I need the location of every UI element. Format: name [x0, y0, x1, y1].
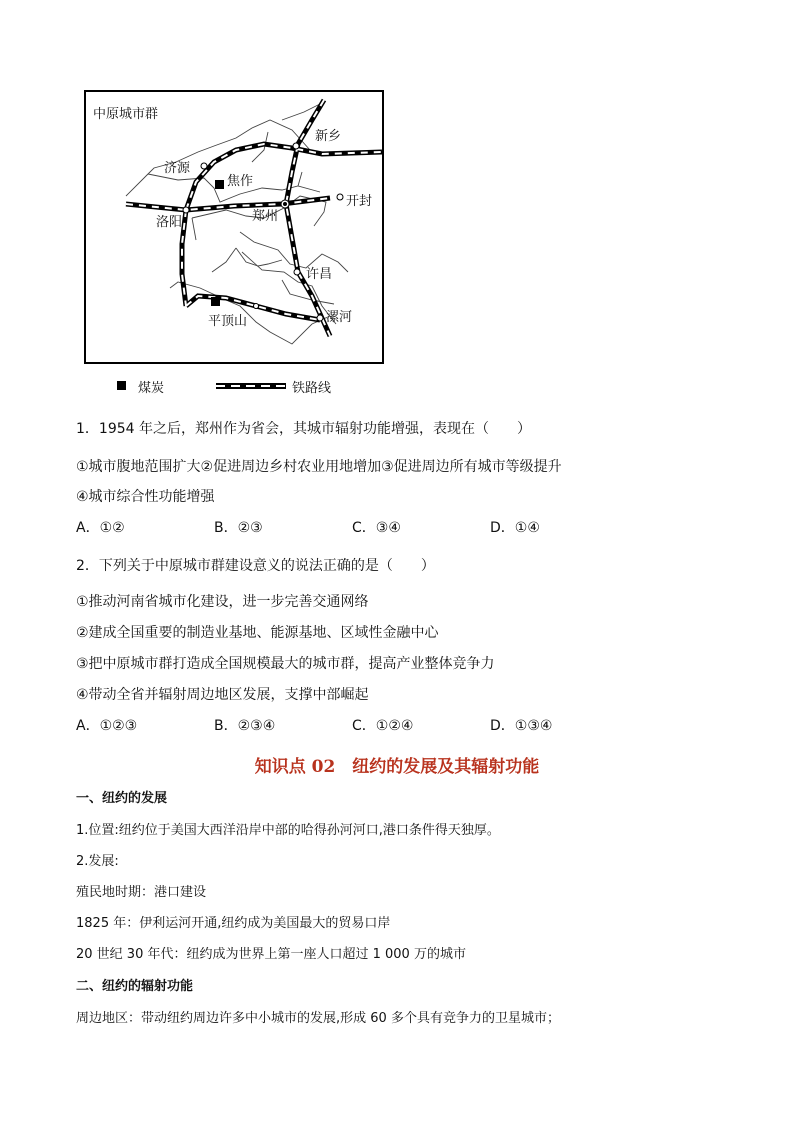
legend-coal-label: 煤炭: [138, 381, 165, 396]
city-label-pingdingshan: 平顶山: [208, 314, 248, 329]
section-paragraph-1: 1.位置:纽约位于美国大西洋沿岸中部的哈得孙河河口,港口条件得天独厚。: [76, 823, 500, 838]
q1-option-d[interactable]: D．①④: [490, 520, 540, 536]
question-2-statement-1: ①推动河南省城市化建设，进一步完善交通网络: [76, 594, 369, 610]
question-1-statements-2: ④城市综合性功能增强: [76, 489, 215, 505]
city-marker-pingdingshan-junction: [254, 304, 259, 309]
section-heading-2: 二、纽约的辐射功能: [76, 979, 194, 994]
city-label-xinxiang: 新乡: [315, 129, 342, 144]
city-marker-zhengzhou-inner: [284, 203, 287, 206]
question-2-statement-4: ④带动全省并辐射周边地区发展，支撑中部崛起: [76, 687, 369, 703]
legend-railway-label: 铁路线: [292, 381, 332, 396]
section-paragraph-5: 20 世纪 30 年代：纽约成为世界上第一座人口超过 1 000 万的城市: [76, 947, 466, 962]
boundary-line: [236, 248, 282, 266]
city-label-luoyang: 洛阳: [156, 215, 183, 230]
q2-option-b[interactable]: B．②③④: [214, 718, 276, 734]
question-2-statement-2: ②建成全国重要的制造业基地、能源基地、区域性金融中心: [76, 625, 439, 641]
coal-marker-jiaozuo: [215, 180, 224, 189]
section-paragraph-6: 周边地区：带动纽约周边许多中小城市的发展,形成 60 多个具有竞争力的卫星城市；: [76, 1011, 560, 1026]
city-marker-luohe: [317, 315, 323, 321]
coal-marker-pingdingshan: [211, 297, 220, 306]
city-marker-luoyang: [183, 207, 189, 213]
section-paragraph-3: 殖民地时期：港口建设: [76, 885, 207, 900]
section-paragraph-2: 2.发展:: [76, 854, 119, 869]
question-2-options: [76, 717, 636, 735]
section-title: 知识点 02 纽约的发展及其辐射功能: [254, 757, 540, 777]
section-heading-1: 一、纽约的发展: [76, 791, 168, 806]
coal-markers: [211, 180, 224, 306]
q1-option-b[interactable]: B．②③: [214, 520, 263, 536]
legend-coal-swatch: [117, 381, 126, 390]
question-1-statements-1: ①城市腹地范围扩大②促进周边乡村农业用地增加③促进周边所有城市等级提升: [76, 459, 562, 475]
city-label-jiaozuo: 焦作: [227, 174, 254, 189]
q1-option-c[interactable]: C．③④: [352, 520, 401, 536]
legend-railway-swatch: [216, 382, 286, 390]
q2-option-d[interactable]: D．①③④: [490, 718, 553, 734]
boundary-line: [298, 172, 302, 186]
section-paragraph-4: 1825 年：伊利运河开通,纽约成为美国最大的贸易口岸: [76, 916, 391, 931]
map-figure: [84, 90, 384, 364]
q1-option-a[interactable]: A．①②: [76, 520, 125, 536]
city-marker-jiyuan: [201, 163, 207, 169]
question-2-statement-3: ③把中原城市群打造成全国规模最大的城市群，提高产业整体竞争力: [76, 656, 495, 672]
city-label-zhengzhou: 郑州: [252, 209, 279, 224]
boundary-line: [170, 282, 330, 344]
city-marker-xinxiang: [293, 143, 299, 149]
question-1-stem: 1．1954 年之后，郑州作为省会，其城市辐射功能增强，表现在（ ）: [76, 421, 531, 437]
city-label-kaifeng: 开封: [346, 194, 373, 209]
city-marker-kaifeng: [337, 194, 343, 200]
q2-option-c[interactable]: C．①②④: [352, 718, 414, 734]
boundary-line: [192, 218, 196, 240]
city-marker-xuchang: [294, 269, 300, 275]
map-title: 中原城市群: [93, 107, 159, 122]
city-label-luohe: 漯河: [326, 310, 353, 325]
city-label-xuchang: 许昌: [306, 267, 333, 282]
question-1-options: [76, 519, 636, 537]
boundary-line: [212, 248, 236, 272]
q2-option-a[interactable]: A．①②③: [76, 718, 138, 734]
question-2-stem: 2．下列关于中原城市群建设意义的说法正确的是（ ）: [76, 558, 435, 574]
city-label-jiyuan: 济源: [164, 161, 191, 176]
